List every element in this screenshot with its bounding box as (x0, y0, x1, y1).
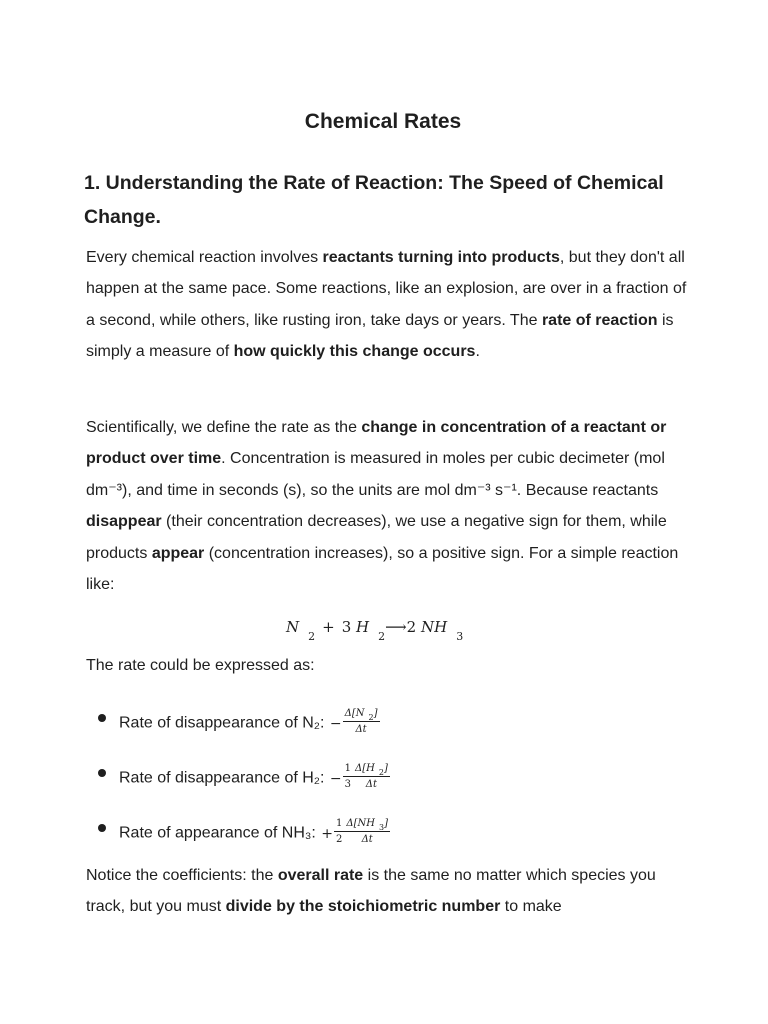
text-run: to make (500, 898, 562, 916)
fraction-numerator (353, 762, 390, 777)
section-heading: 1. Understanding the Rate of Reaction: The Speed of Chemical Change. (84, 172, 664, 228)
paragraph-coefficients-note (86, 860, 698, 923)
bold-text: overall rate (277, 867, 364, 884)
equation-coefficient: 3 (341, 618, 352, 636)
numerator-text: Δ[N (344, 708, 365, 719)
numerator-bracket: ] (384, 818, 388, 829)
paragraph-rate-expression: The rate could be expressed as: (86, 657, 315, 674)
list-item-content (119, 764, 390, 793)
equation-subscript: 3 (456, 630, 464, 643)
numerator-text: Δ[H (355, 763, 375, 774)
text-run: is simply a measure of (86, 311, 674, 361)
bold-text: rate of reaction (541, 311, 658, 329)
text-run: (concentration increases), so a positive sign. For a simple reaction like: (86, 544, 679, 594)
bold-text: change in concentration of a reactant or product over time (86, 419, 667, 468)
paragraph-rate-definition (86, 412, 698, 600)
text-run: . (475, 343, 480, 361)
fraction-numerator (343, 707, 380, 722)
equation-subscript: 2 (378, 630, 386, 643)
text-run: is the same no matter which species you track, but you must (86, 867, 656, 916)
paragraph-rate-intro (86, 242, 698, 368)
list-item (86, 755, 686, 795)
text-run: (their concentration decreases), we use a negative sign for them, while products (86, 513, 667, 562)
equation-nh: NH (420, 618, 448, 636)
sign: + (321, 825, 334, 842)
bold-text: divide by the stoichiometric number (225, 898, 501, 916)
bold-text: how quickly this change occurs (233, 343, 476, 361)
equation-n: N (286, 618, 300, 636)
text-run: , but they don't all happen at the same pace. Some reactions, like an explosion, are over in a fraction of a second, while others, like rusting iron, take days or years. The (86, 249, 687, 329)
numerator-subscript: 2 (368, 713, 374, 722)
text-run: Scientifically, we define the rate as the (86, 419, 362, 436)
list-item-label: Rate of disappearance of N₂: (119, 714, 329, 732)
sign: − (329, 770, 342, 787)
bullet-icon (98, 714, 106, 722)
numerator-subscript: 2 (378, 768, 384, 777)
list-item (86, 700, 686, 740)
numerator-text: Δ[NH (346, 818, 375, 829)
text-run: Every chemical reaction involves (86, 249, 323, 266)
coefficient-fraction (343, 762, 353, 791)
sign: − (329, 715, 342, 732)
list-item (86, 810, 686, 850)
list-item-label: Rate of appearance of NH₃: (119, 824, 321, 842)
text-run: Notice the coefficients: the (86, 867, 278, 884)
fraction-numerator: 1 (343, 762, 353, 777)
equation-arrow: ⟶ (385, 618, 407, 636)
fraction-numerator (344, 817, 390, 832)
fraction-denominator: Δt (365, 779, 378, 790)
fraction-denominator: Δt (355, 724, 367, 735)
text-run: . Concentration is measured in moles per cubic decimeter (mol dm⁻³), and time in seconds (s), so the units are mol dm⁻³ s⁻¹. Because reactants (86, 450, 665, 499)
document-title: Chemical Rates (304, 110, 462, 133)
bold-text: reactants turning into products (322, 249, 560, 266)
equation-plus: + (322, 618, 335, 636)
fraction-denominator: 3 (344, 779, 351, 790)
fraction (344, 817, 390, 846)
list-item-content (119, 709, 380, 738)
bullet-icon (98, 824, 106, 832)
equation-h: H (356, 618, 370, 636)
bullet-icon (98, 769, 106, 777)
fraction (353, 762, 390, 791)
numerator-subscript: 3 (379, 823, 385, 832)
fraction-numerator: 1 (334, 817, 344, 832)
equation-coefficient: 2 (406, 618, 417, 636)
equation-subscript: 2 (308, 630, 316, 643)
numerator-bracket: ] (373, 708, 378, 719)
fraction-denominator: Δt (361, 834, 373, 845)
list-item-label: Rate of disappearance of H₂: (119, 769, 329, 787)
bold-text: appear (151, 544, 205, 562)
fraction-denominator: 2 (336, 834, 343, 845)
numerator-bracket: ] (383, 763, 388, 774)
reaction-equation (286, 618, 464, 643)
coefficient-fraction (334, 817, 344, 846)
fraction (343, 707, 380, 736)
bold-text: disappear (86, 513, 162, 531)
list-item-content (119, 819, 390, 848)
